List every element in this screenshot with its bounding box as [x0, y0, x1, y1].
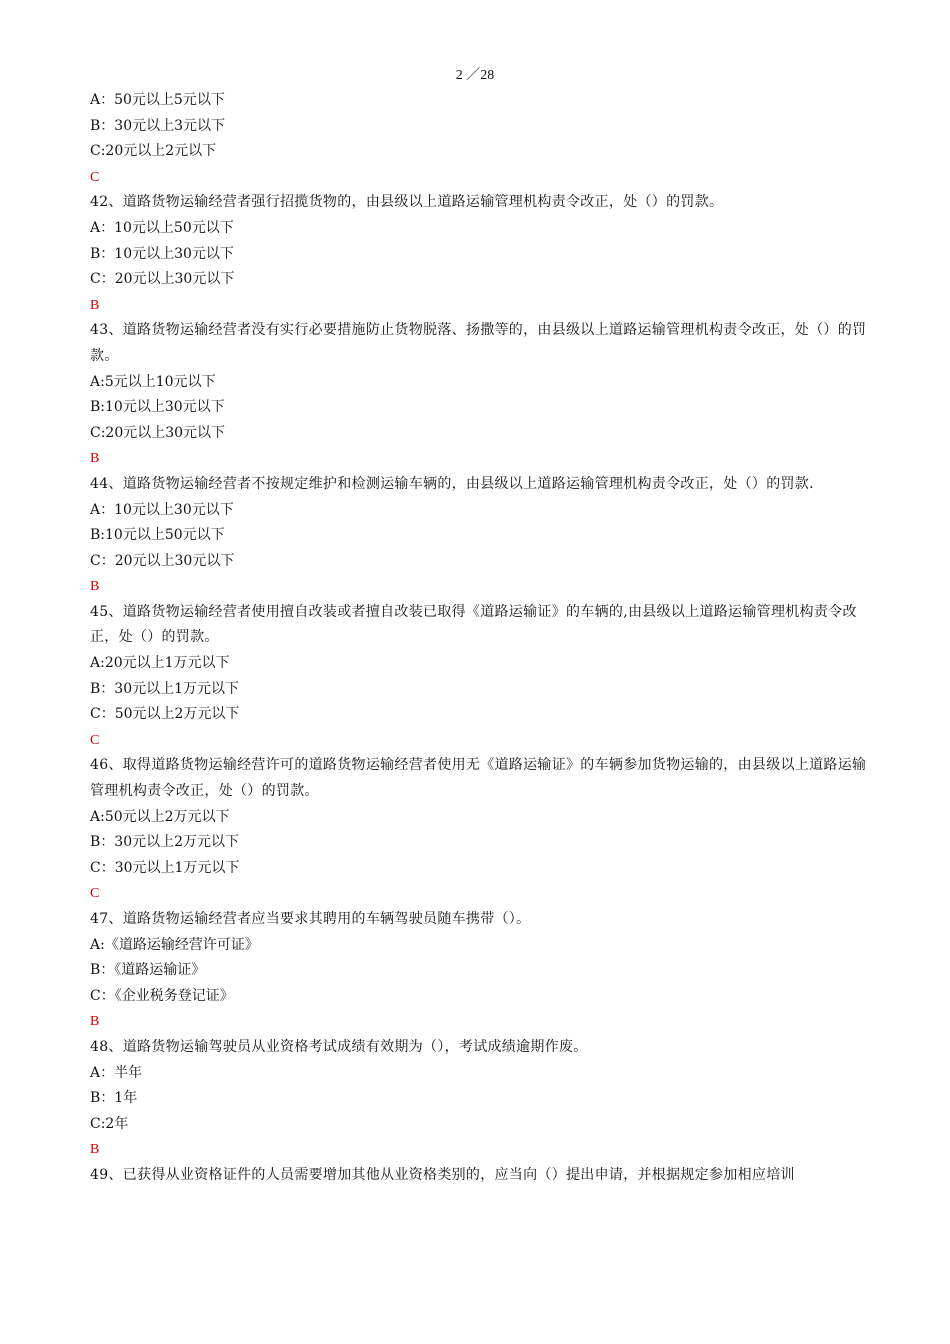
- question-text: 47、道路货物运输经营者应当要求其聘用的车辆驾驶员随车携带（）。: [90, 911, 531, 927]
- question-block: [90, 600, 880, 754]
- option-item: A:5元以上10元以下: [90, 373, 216, 390]
- option-item: B：10元以上30元以下: [90, 245, 234, 262]
- question-block: [90, 753, 880, 907]
- option-item: A：半年: [90, 1064, 143, 1081]
- question-block: [90, 190, 880, 318]
- question-block: [90, 1035, 880, 1163]
- option-item: A：50元以上5元以下: [90, 92, 225, 108]
- page-number: 2 ／28: [455, 68, 495, 83]
- question-text: 43、道路货物运输经营者没有实行必要措施防止货物脱落、扬撒等的，由县级以上道路运输管理机构责令改正，处（）的罚款。: [90, 322, 867, 364]
- option-item: A：10元以上30元以下: [90, 501, 234, 518]
- answer-key: B: [90, 451, 100, 467]
- option-item: B:10元以上30元以下: [90, 399, 225, 416]
- question-text: 44、道路货物运输经营者不按规定维护和检测运输车辆的，由县级以上道路运输管理机构责令改正，处（）的罚款.: [90, 475, 814, 492]
- option-item: A：10元以上50元以下: [90, 219, 234, 236]
- question-list: [90, 88, 880, 1189]
- question-block: [90, 88, 880, 190]
- option-item: B：《道路运输证》: [90, 962, 206, 979]
- question-block: [90, 318, 880, 472]
- option-item: C：30元以上1万元以下: [90, 859, 240, 876]
- answer-key: B: [90, 579, 100, 595]
- option-item: C：50元以上2万元以下: [90, 706, 240, 723]
- question-text: 42、道路货物运输经营者强行招揽货物的，由县级以上道路运输管理机构责令改正，处（）的罚款。: [90, 194, 724, 211]
- option-item: B：30元以上1万元以下: [90, 680, 240, 697]
- question-text: 46、取得道路货物运输经营许可的道路货物运输经营者使用无《道路运输证》的车辆参加货物运输的，由县级以上道路运输管理机构责令改正，处（）的罚款。: [90, 757, 867, 800]
- question-block: [90, 1163, 880, 1189]
- question-text: 49、已获得从业资格证件的人员需要增加其他从业资格类别的，应当向（）提出申请，并根据规定参加相应培训: [90, 1166, 795, 1183]
- option-item: C:20元以上2元以下: [90, 143, 217, 160]
- question-text: 45、道路货物运输经营者使用擅自改装或者擅自改装已取得《道路运输证》的车辆的,由县级以上道路运输管理机构责令改正，处（）的罚款。: [90, 603, 857, 646]
- option-item: C:20元以上30元以下: [90, 424, 226, 441]
- question-block: [90, 907, 880, 1035]
- question-text: 48、道路货物运输驾驶员从业资格考试成绩有效期为（），考试成绩逾期作废。: [90, 1038, 588, 1055]
- answer-key: B: [90, 1142, 100, 1158]
- option-item: B：30元以上3元以下: [90, 117, 226, 134]
- option-item: C:2年: [90, 1115, 129, 1132]
- option-item: C：《企业税务登记证》: [90, 987, 234, 1004]
- answer-key: B: [90, 297, 100, 313]
- answer-key: C: [90, 886, 100, 902]
- option-item: A:50元以上2万元以下: [90, 808, 230, 825]
- option-item: B：1年: [90, 1090, 138, 1107]
- answer-key: B: [90, 1014, 100, 1030]
- option-item: B：30元以上2万元以下: [90, 834, 240, 851]
- question-block: [90, 472, 880, 600]
- option-item: A:《道路运输经营许可证》: [90, 936, 259, 953]
- option-item: A:20元以上1万元以下: [90, 655, 230, 672]
- answer-key: C: [90, 169, 100, 185]
- answer-key: C: [90, 732, 100, 748]
- option-item: B:10元以上50元以下: [90, 527, 225, 544]
- option-item: C：20元以上30元以下: [90, 271, 235, 288]
- option-item: C：20元以上30元以下: [90, 552, 235, 569]
